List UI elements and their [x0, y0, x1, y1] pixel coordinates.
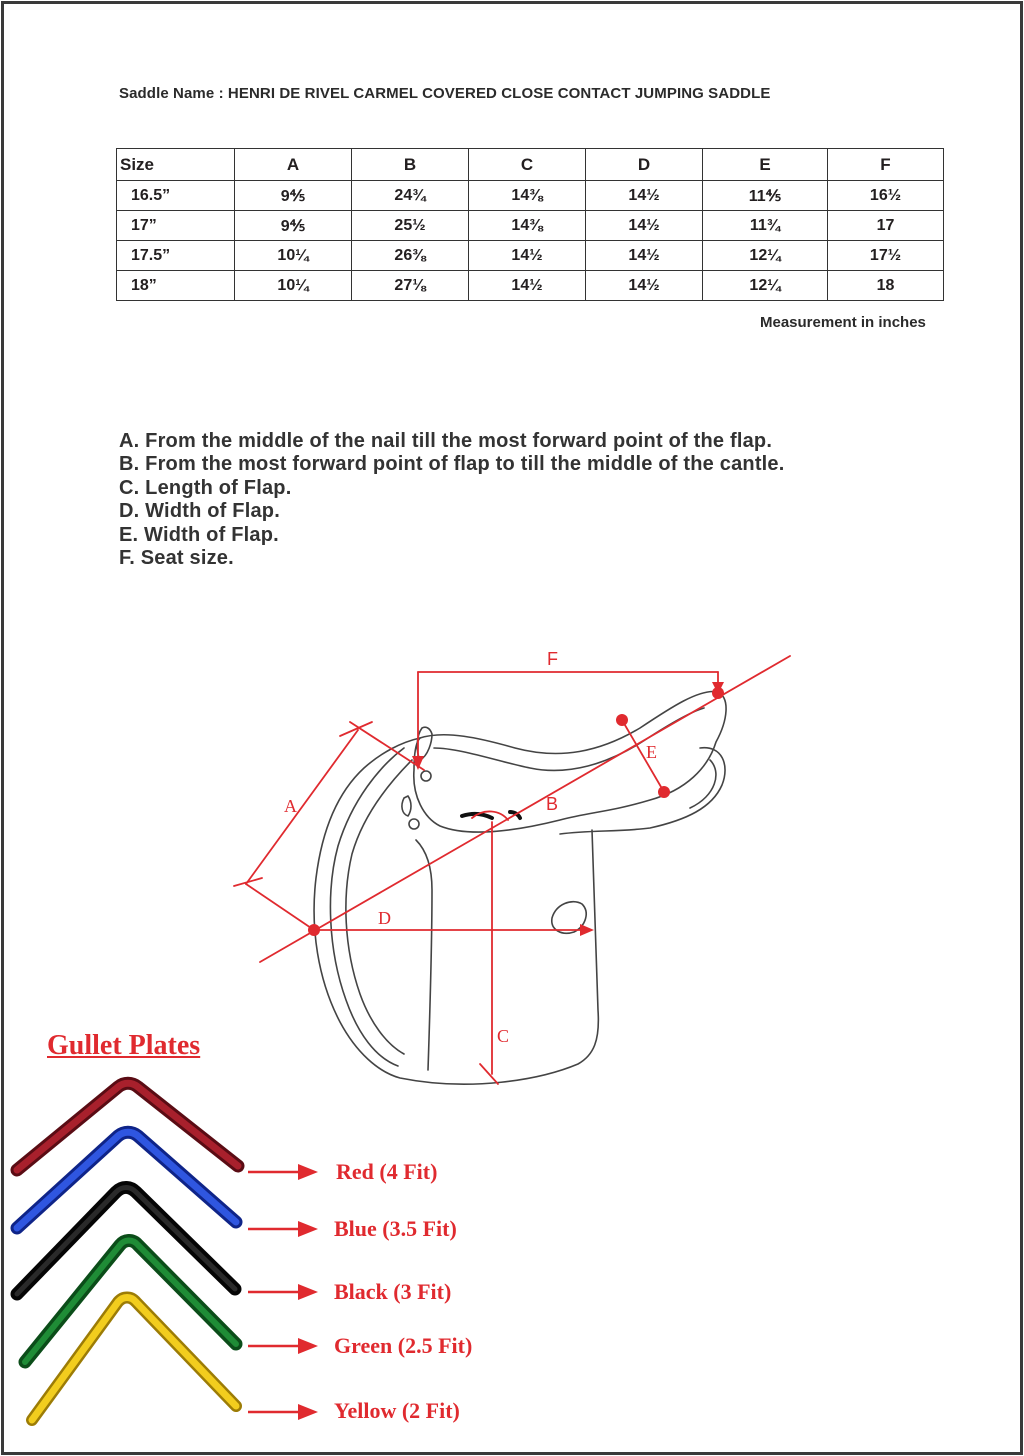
- table-cell: 14½: [586, 241, 703, 271]
- point-flap-front: [308, 924, 320, 936]
- arrow-green-icon: [248, 1338, 318, 1354]
- arrow-yellow-icon: [248, 1404, 318, 1420]
- saddle-drawing: [314, 691, 726, 1084]
- table-cell: 27⅛: [352, 271, 469, 301]
- table-cell: 9⅘: [235, 181, 352, 211]
- table-cell: 12¼: [703, 271, 828, 301]
- label-a: A: [284, 796, 297, 816]
- fit-label-black: Black (3 Fit): [334, 1279, 452, 1304]
- table-cell: 14⅜: [469, 181, 586, 211]
- fit-arrows: [248, 1164, 318, 1420]
- table-cell: 24¾: [352, 181, 469, 211]
- legend-item-c: C. Length of Flap.: [119, 476, 292, 499]
- gullet-plates-title: Gullet Plates: [47, 1030, 201, 1061]
- header-c: C: [469, 149, 586, 181]
- label-c: C: [497, 1026, 510, 1046]
- table-cell: 14½: [586, 181, 703, 211]
- flap-stitch-line: [416, 840, 432, 1070]
- table-cell: 25½: [352, 211, 469, 241]
- legend-item-d: D. Width of Flap.: [119, 500, 280, 523]
- arrow-blue-icon: [248, 1221, 318, 1237]
- table-cell: 17”: [117, 211, 235, 241]
- table-cell: 16.5”: [117, 181, 235, 211]
- table-cell: 9⅘: [235, 211, 352, 241]
- dee-ring: [402, 796, 411, 816]
- table-cell: 14½: [586, 271, 703, 301]
- header-d: D: [586, 149, 703, 181]
- table-cell: 14½: [586, 211, 703, 241]
- nail-circle: [421, 771, 431, 781]
- label-b: B: [546, 794, 559, 814]
- header-a: A: [235, 149, 352, 181]
- table-cell: 26⅜: [352, 241, 469, 271]
- header-b: B: [352, 149, 469, 181]
- table-cell: 14⅜: [469, 211, 586, 241]
- point-e-top: [616, 714, 628, 726]
- table-cell: 11⅘: [703, 181, 828, 211]
- table-cell: 16½: [828, 181, 944, 211]
- table-cell: 14½: [469, 271, 586, 301]
- fit-label-yellow: Yellow (2 Fit): [334, 1398, 460, 1423]
- label-d: D: [378, 908, 391, 928]
- point-cantle: [712, 687, 724, 699]
- line-c-tick: [480, 1064, 498, 1084]
- table-cell: 17½: [828, 241, 944, 271]
- pommel-front: [417, 727, 432, 760]
- table-cell: 18”: [117, 271, 235, 301]
- line-a-extension-bottom: [246, 884, 314, 930]
- legend-item-a: A. From the middle of the nail till the most forward point of the flap.: [119, 430, 773, 452]
- fit-label-blue: Blue (3.5 Fit): [334, 1216, 457, 1241]
- header-e: E: [703, 149, 828, 181]
- table-cell: 10¼: [235, 241, 352, 271]
- measurement-labels: [284, 649, 657, 1046]
- header-size: Size: [117, 149, 235, 181]
- legend-item-e: E. Width of Flap.: [119, 523, 279, 546]
- line-e-width: [622, 720, 664, 792]
- legend-item-f: F. Seat size.: [119, 547, 234, 570]
- arrow-black-icon: [248, 1284, 318, 1300]
- point-e-bottom: [658, 786, 670, 798]
- table-cell: 18: [828, 271, 944, 301]
- label-f: F: [547, 649, 558, 669]
- fit-label-green: Green (2.5 Fit): [334, 1333, 473, 1358]
- gullet-plates: [17, 1083, 238, 1420]
- table-cell: 14½: [469, 241, 586, 271]
- dee-ring-circle: [409, 819, 419, 829]
- table-cell: 17: [828, 211, 944, 241]
- fit-label-red: Red (4 Fit): [336, 1159, 438, 1184]
- line-b-diagonal: [260, 656, 790, 962]
- table-cell: 10¼: [235, 271, 352, 301]
- arrowhead-d-right: [580, 924, 594, 936]
- table-cell: 17.5”: [117, 241, 235, 271]
- legend-item-b: B. From the most forward point of flap to till the middle of the cantle.: [119, 453, 785, 476]
- header-f: F: [828, 149, 944, 181]
- label-e: E: [646, 742, 657, 762]
- table-cell: 12¼: [703, 241, 828, 271]
- seat-inner-line: [434, 708, 704, 770]
- cantle-panel: [560, 748, 725, 834]
- line-a-dimension: [246, 730, 358, 884]
- table-cell: 11¾: [703, 211, 828, 241]
- measurement-note: Measurement in inches: [760, 314, 926, 331]
- arrow-red-icon: [248, 1164, 318, 1180]
- saddle-seat-outline: [414, 691, 726, 832]
- saddle-name: Saddle Name : HENRI DE RIVEL CARMEL COVERED CLOSE CONTACT JUMPING SADDLE: [119, 85, 771, 102]
